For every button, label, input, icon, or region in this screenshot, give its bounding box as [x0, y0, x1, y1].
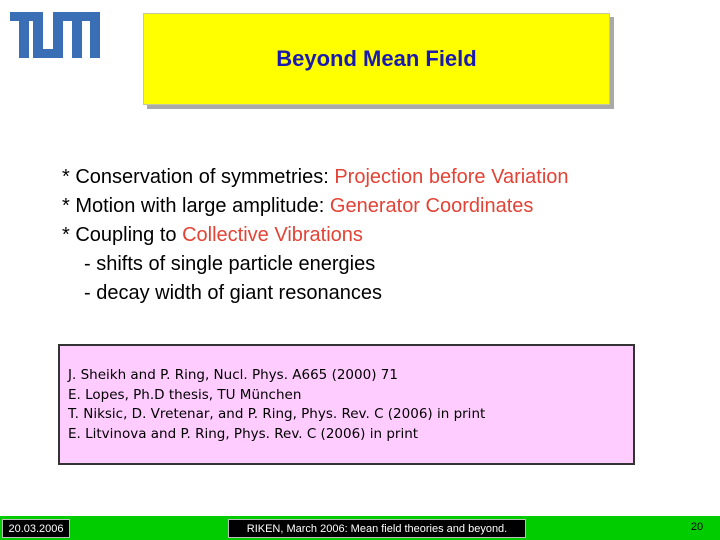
title-box — [143, 13, 610, 105]
bullet-highlight: Projection before Variation — [334, 166, 569, 188]
bullet-highlight: Generator Coordinates — [329, 195, 534, 217]
reference-list — [68, 366, 485, 444]
sub-bullet-item: - shifts of single particle energies — [84, 253, 376, 275]
page-number: 20 — [690, 521, 704, 533]
footer-date: 20.03.2006 — [2, 519, 70, 538]
reference-item: T. Niksic, D. Vretenar, and P. Ring, Phys. Rev. C (2006) in print — [68, 406, 486, 422]
footer-bar — [0, 516, 720, 540]
bullet-text: * Coupling to — [62, 224, 183, 246]
slide-title: Beyond Mean Field — [276, 46, 477, 71]
tum-logo — [10, 12, 100, 58]
reference-box — [58, 344, 635, 465]
bullet-item — [62, 221, 569, 250]
reference-item: J. Sheikh and P. Ring, Nucl. Phys. A665 (2000) 71 — [68, 367, 398, 383]
footer-title: RIKEN, March 2006: Mean field theories and beyond. — [228, 519, 526, 538]
bullet-text: * Conservation of symmetries: — [62, 166, 335, 188]
reference-item: E. Litvinova and P. Ring, Phys. Rev. C (2006) in print — [68, 425, 419, 442]
bullet-item — [62, 192, 569, 221]
sub-bullet-item: - decay width of giant resonances — [84, 282, 382, 304]
reference-item: E. Lopes, Ph.D thesis, TU München — [68, 386, 302, 403]
bullet-text: * Motion with large amplitude: — [62, 195, 330, 217]
bullet-highlight: Collective Vibrations — [182, 224, 363, 246]
bullet-item — [62, 163, 569, 192]
bullet-list — [62, 163, 569, 308]
